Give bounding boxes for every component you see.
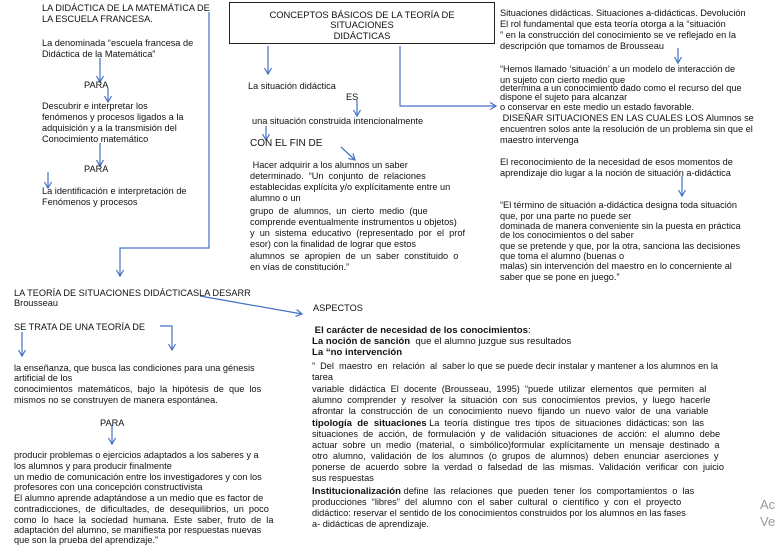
termino-line-7: malas) sin intervención del maestro en lo concerniente al: [500, 261, 732, 271]
producir-line-2: los alumnos y para producir finalmente: [14, 461, 172, 471]
watermark-line-1: Ac: [760, 497, 776, 512]
watermark-line-2: Ve: [760, 514, 776, 529]
arrow-title-to-right: [400, 46, 496, 106]
aspectos-heading: ASPECTOS: [313, 303, 363, 313]
disenar-line-2: encuentren solos ante la resolución de un problema sin que el: [500, 124, 753, 134]
devolucion-line-3: ” en la construcción del conocimiento se ve reflejado en la: [500, 30, 736, 40]
producir-line-7: como lo hace la sociedad humana. Este saber, fruto de la: [14, 515, 274, 525]
tipologia-line-5: ponerse de acuerdo sobre la verdad o falsedad de las mismas. Validación verificar con juicio: [312, 462, 724, 472]
institucionalizacion-line-4: a- didácticas de aprendizaje.: [312, 519, 429, 529]
escuela-line-1: La denominada “escuela francesa de: [42, 38, 194, 48]
title-line-1: CONCEPTOS BÁSICOS DE LA TEORÍA DE: [269, 9, 455, 20]
disenar-line-3: maestro intervenga: [500, 135, 579, 145]
tipologia-line-2: situaciones de acción, de formulación y de validación situaciones de acción: el alumno debe: [312, 429, 721, 439]
tipologia-label: tipología de situaciones: [312, 418, 427, 429]
ensenanza-line-1: la enseñanza, que busca las condiciones para una génesis: [14, 363, 255, 373]
devolucion-line-1: Situaciones didácticas. Situaciones a-didácticas. Devolución: [500, 8, 746, 18]
hacer-line-4: alumno o un: [250, 193, 301, 203]
title-box: [229, 2, 495, 44]
ensenanza-line-4: mismos no se construyen de manera espontánea.: [14, 395, 218, 405]
hacer-line-7: y un sistema educativo (representado por el prof: [250, 228, 465, 238]
con-el-fin-label: CON EL FIN DE: [250, 138, 323, 149]
producir-line-1: producir problemas o ejercicios adaptados a los saberes y a: [14, 450, 259, 460]
termino-line-8: saber que se pone en juego.”: [500, 272, 620, 282]
teoria-line-1: LA TEORÍA DE SITUACIONES DIDÁCTICASLA DESARR: [14, 288, 251, 298]
institucionalizacion-line-3: didáctico: reservar el sentido de los conocimientos construidos por los alumnos en las fases: [312, 508, 686, 518]
devolucion-line-2: El rol fundamental que esta teoría otorga a la “situación: [500, 19, 726, 29]
es-label: ES: [346, 92, 359, 102]
institucionalizacion-line-1: [312, 486, 694, 498]
title-line-3: DIDÁCTICAS: [333, 29, 391, 41]
hacer-line-9: alumnos se apropien de un saber constituido o: [250, 251, 459, 261]
identificacion-line-2: Fenómenos y procesos: [42, 197, 138, 207]
hacer-line-2: determinado. “Un conjunto de relaciones: [250, 171, 426, 181]
institucionalizacion-tail: define las relaciones que pueden tener los comportamientos o las: [401, 486, 695, 496]
producir-line-8: adaptación del alumno, se manifiesta por respuestas nuevas: [14, 525, 262, 535]
no-intervencion-line-4: alumno comprender y resolver la situación con sus conocimientos previos, y luego hacerle: [312, 395, 711, 405]
identificacion-line-1: La identificación e interpretación de: [42, 186, 187, 196]
hemos-line-1: “Hemos llamado ‘situación’ a un modelo de interacción de: [500, 64, 736, 74]
hemos-line-3: determina a un conocimiento dado como el recurso del que: [500, 83, 742, 93]
hacer-line-3: establecidas explícita y/o explícitamente entre un: [250, 182, 451, 192]
termino-line-6: que toma el alumno (buenas o: [500, 251, 625, 261]
left-heading-1: LA DIDÁCTICA DE LA MATEMÁTICA DE: [42, 3, 210, 13]
para-label-2: PARA: [84, 164, 109, 174]
descubrir-line-2: fenómenos y procesos ligados a la: [42, 112, 184, 122]
tipologia-line-3: actuar sobre un medio (material, o simbólico)formular explícitamente un mensaje destinado a: [312, 440, 720, 450]
termino-line-3: dominada de manera conveniente sin la puesta en práctica: [500, 221, 741, 231]
no-intervencion-line-2: tarea: [312, 372, 333, 382]
hacer-line-10: en vías de constitución.”: [250, 262, 350, 272]
teoria-line-2: Brousseau: [14, 298, 58, 308]
title-line-2: SITUACIONES: [330, 19, 394, 31]
producir-line-6: contradicciones, de dificultades, de desequilibrios, un poco: [14, 504, 269, 514]
termino-line-2: que, por una parte no puede ser: [500, 211, 632, 221]
hacer-line-8: esor) con la finalidad de lograr que estos: [250, 239, 416, 249]
no-intervencion-line-3: variable didáctica El docente (Brousseau, 1995) “puede utilizar elementos que permiten al: [312, 384, 707, 394]
termino-line-5: que se pretende y que, por la otra, sanciona las decisiones: [500, 241, 741, 251]
tipologia-tail: La teoría distingue tres tipos de situaciones didácticas: son las: [426, 418, 704, 428]
tipologia-line-4: otro alumno, validación de los alumnos (o grupos de alumnos) deben enunciar aserciones y: [312, 451, 719, 461]
nocion-tail: que el alumno juzgue sus resultados: [410, 336, 572, 347]
ensenanza-line-3: conocimientos matemáticos, bajo la hipótesis de que los: [14, 384, 262, 394]
descubrir-line-4: Conocimiento matemático: [42, 134, 149, 144]
producir-line-9: que son la prueba del aprendizaje.”: [14, 535, 159, 545]
producir-line-5: El alumno aprende adaptándose a un medio que es factor de: [14, 493, 264, 503]
hacer-line-5: grupo de alumnos, un cierto medio (que: [250, 206, 428, 216]
descubrir-line-1: Descubrir e interpretar los: [42, 101, 148, 111]
reconocimiento-line-1: El reconocimiento de la necesidad de esos momentos de: [500, 157, 733, 167]
caracter-line: [312, 326, 531, 337]
institucionalizacion-label: Institucionalización: [312, 486, 402, 497]
termino-line-4: de los conocimientos o del saber: [500, 230, 634, 240]
termino-line-1: “El término de situación a-didáctica designa toda situación: [500, 200, 737, 210]
situacion-didactica-label: La situación didáctica: [248, 81, 336, 91]
hacer-line-6: comprende eventualmente instrumentos u objetos): [250, 217, 457, 227]
ensenanza-line-2: artificial de los: [14, 373, 73, 383]
producir-line-3: un medio de comunicación entre los investigadores y con los: [14, 472, 262, 482]
nocion-label: La noción de sanción: [312, 336, 411, 347]
institucionalizacion-line-2: producciones “libres” del alumno con el saber cultural o científico y con el proyecto: [312, 497, 682, 507]
para-label-1: PARA: [84, 80, 109, 90]
no-intervencion-label: La “no intervención: [312, 347, 403, 358]
situacion-construida: una situación construida intencionalmente: [252, 116, 424, 126]
se-trata-label: SE TRATA DE UNA TEORÍA DE: [14, 322, 146, 332]
arrow-teoria-to-aspectos: [200, 296, 302, 314]
producir-line-4: profesores con una concepción constructivista: [14, 482, 203, 492]
disenar-line-1: DISEÑAR SITUACIONES EN LAS CUALES LOS Alumnos se: [500, 113, 754, 123]
nocion-line: [312, 337, 571, 348]
caracter-tail: :: [527, 325, 531, 336]
tipologia-line-6: sus respuestas: [312, 473, 374, 483]
hemos-line-4: dispone el sujeto para alcanzar: [500, 92, 628, 102]
escuela-line-2: Didáctica de la Matemática”: [42, 49, 156, 59]
devolucion-line-4: descripción que tomamos de Brousseau: [500, 41, 664, 51]
no-intervencion-line-5: afrontar la construcción de un conocimiento nuevo fijando un nuevo valor de una variable: [312, 406, 709, 416]
left-heading-2: LA ESCUELA FRANCESA.: [42, 14, 153, 24]
reconocimiento-line-2: aprendizaje dio lugar a la noción de situación a-didáctica: [500, 168, 731, 178]
hacer-line-1: Hacer adquirir a los alumnos un saber: [250, 160, 408, 170]
hemos-line-2: un sujeto con cierto medio que: [500, 75, 626, 85]
para-label-3: PARA: [100, 418, 125, 428]
caracter-label: El carácter de necesidad de los conocimientos: [312, 325, 528, 336]
hemos-line-5: o conservar en este medio un estado favorable.: [500, 102, 695, 112]
no-intervencion-line-1: ” Del maestro en relación al saber lo que se puede decir instalar y mantener a los alumnos en la: [312, 361, 718, 371]
tipologia-line-1: [312, 418, 704, 430]
descubrir-line-3: adquisición y a la transmisión del: [42, 123, 177, 133]
